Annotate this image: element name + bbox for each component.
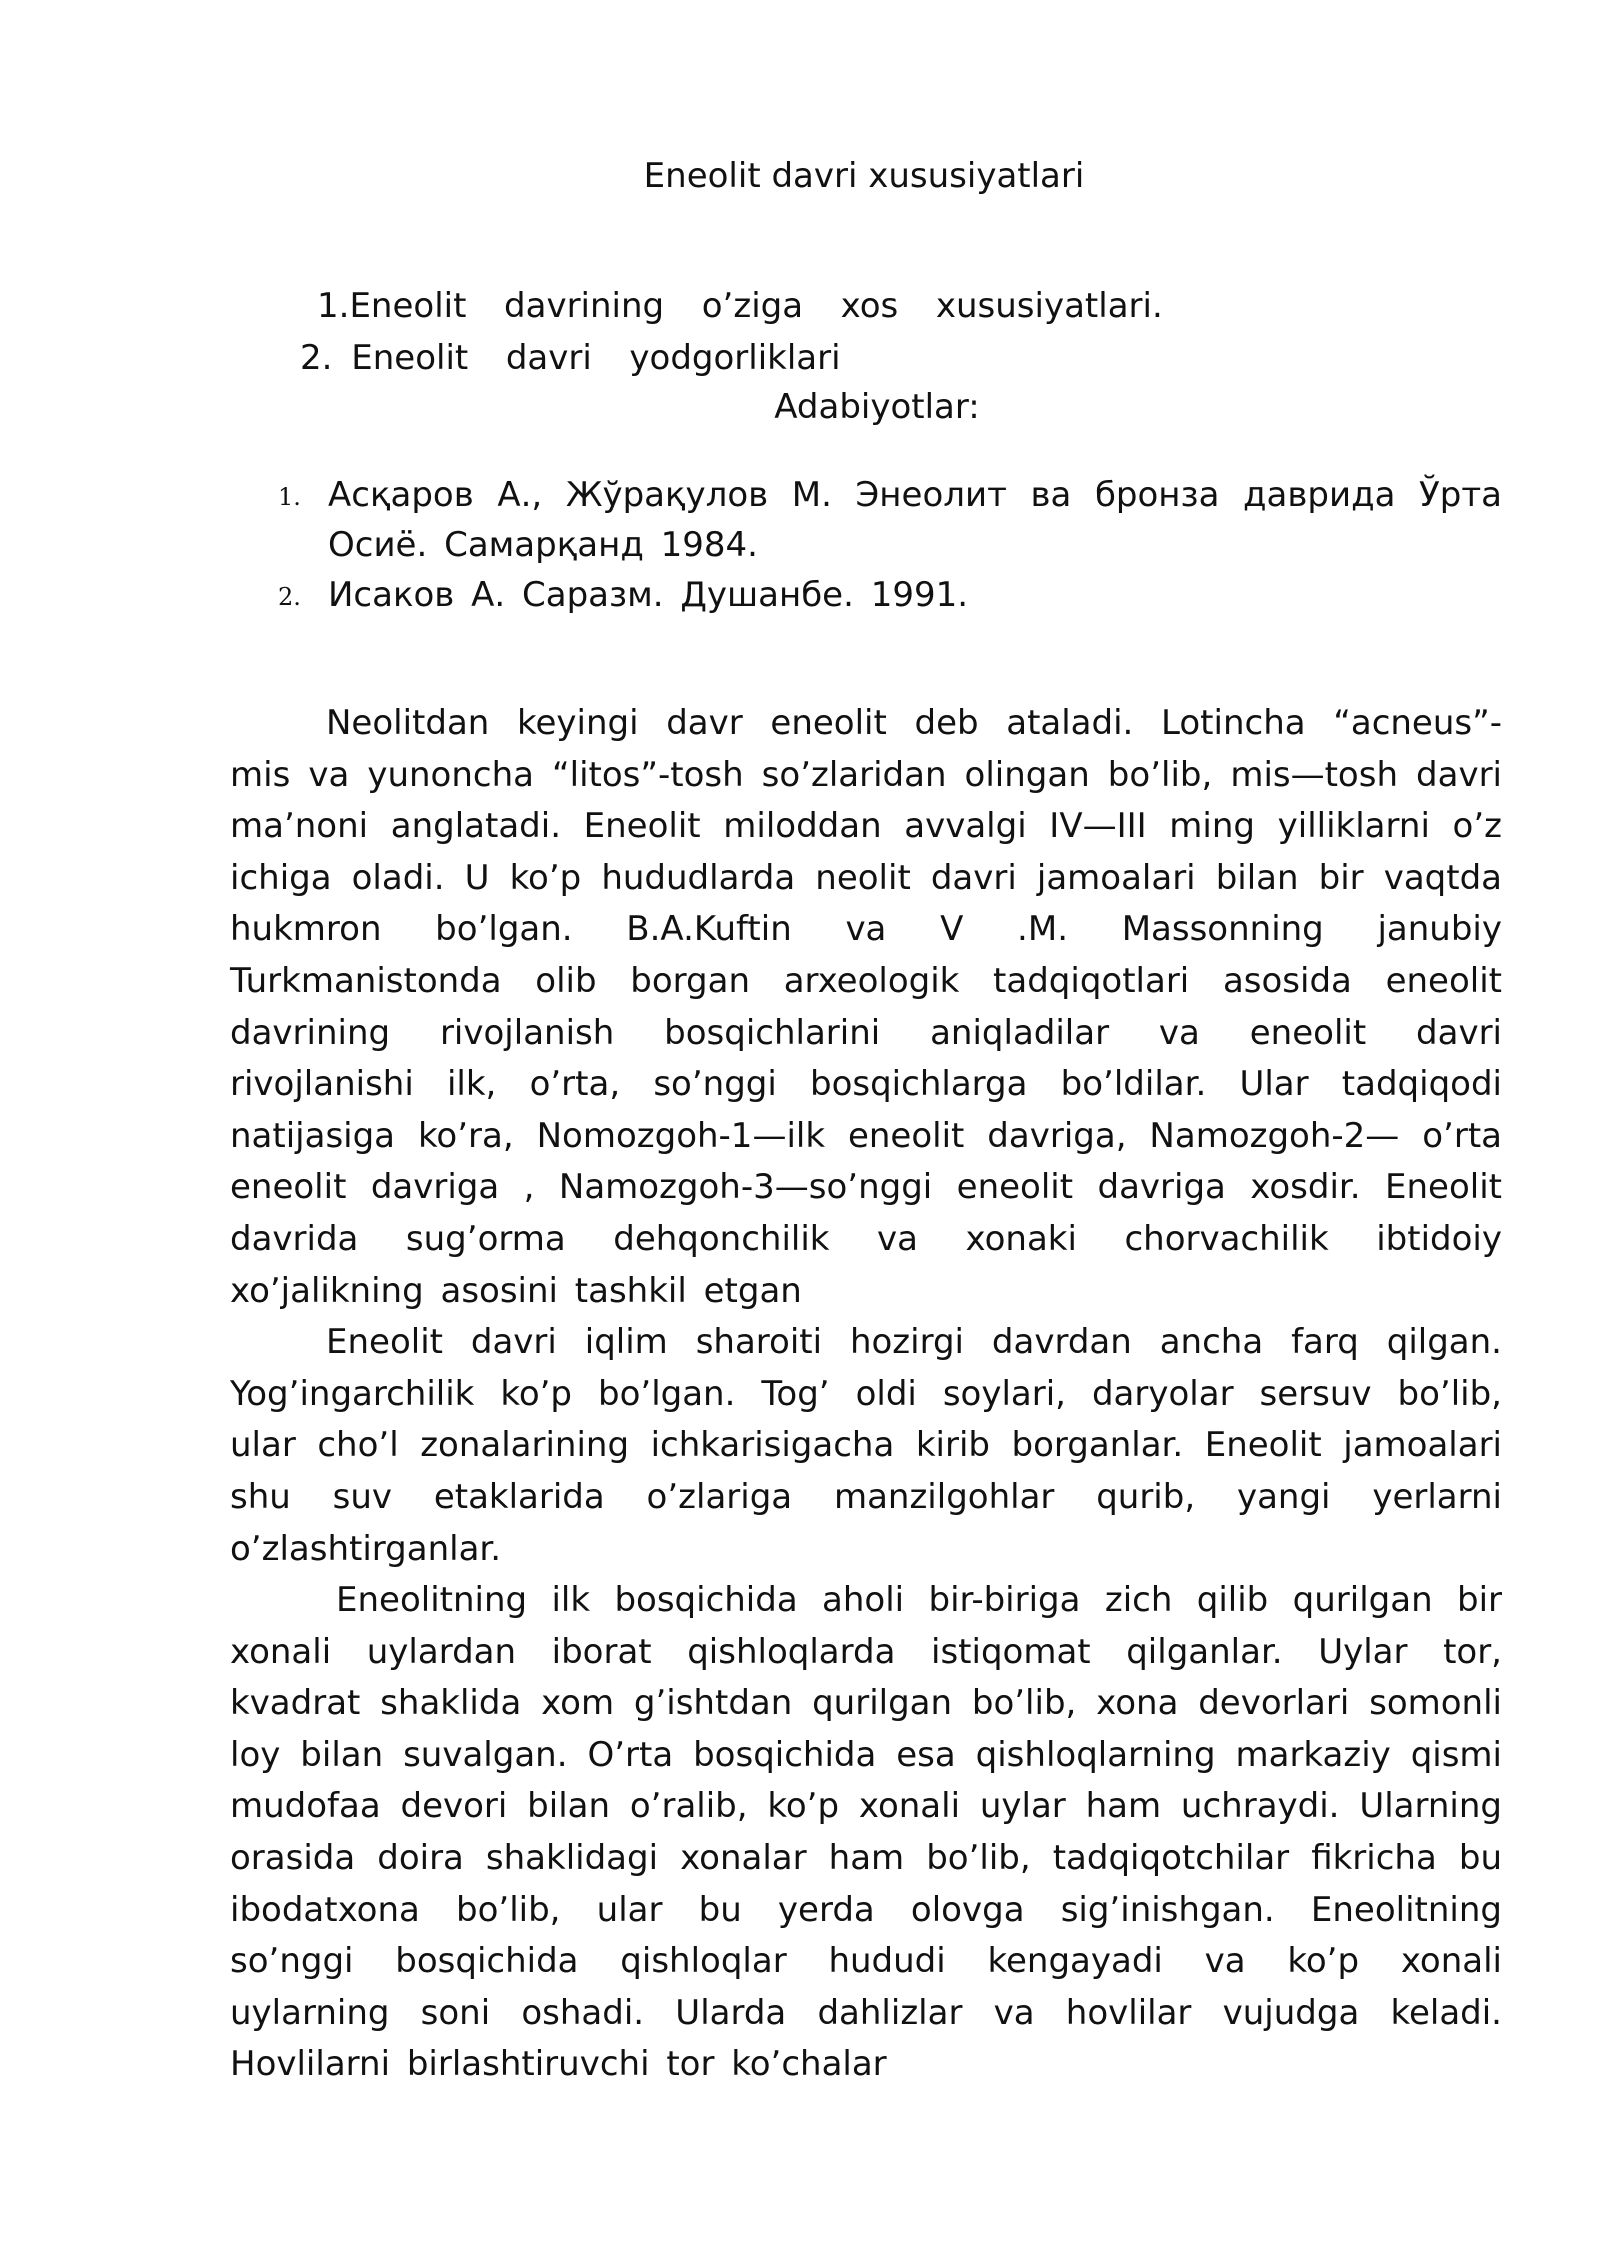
topic-item: 1.Eneolit davrining o’ziga xos xususiyatlari. (317, 286, 1163, 326)
reference-number: 1. (278, 483, 301, 511)
references-heading: Adabiyotlar: (774, 387, 980, 427)
body-text (230, 698, 1502, 2091)
reference-text: Исаков А. Саразм. Душанбе. 1991. (328, 575, 969, 615)
reference-item (278, 570, 1502, 620)
reference-item (278, 470, 1502, 570)
document-title: Eneolit davri xususiyatlari (643, 156, 1085, 196)
body-paragraph: Eneolitning ilk bosqichida aholi bir-biriga zich qilib qurilgan bir xonali uylardan iborat qishloqlarda istiqomat qilganlar. Uylar tor, kvadrat shaklida xom g’ishtdan qurilgan bo’lib, xona devorlari somonli loy bilan suvalgan. O’rta bosqichida esa qishloqlarning markaziy qismi mudofaa devori bilan o’ralib, ko’p xonali uylar ham uchraydi. Ularning orasida doira shaklidagi xonalar ham bo’lib, tadqiqotchilar fikricha bu ibodatxona bo’lib, ular bu yerda olovga sig’inishgan. Eneolitning so’nggi bosqichida qishloqlar hududi kengayadi va ko’p xonali uylarning soni oshadi. Ularda dahlizlar va hovlilar vujudga keladi. Hovlilarni birlashtiruvchi tor ko’chalar (230, 1580, 1502, 2085)
reference-number: 2. (278, 583, 301, 611)
topics-list (300, 280, 1163, 384)
reference-text: Асқаров А., Жўрақулов М. Энеолит ва бронза даврида Ўрта Осиё. Самарқанд 1984. (328, 475, 1502, 565)
body-paragraph: Eneolit davri iqlim sharoiti hozirgi davrdan ancha farq qilgan. Yog’ingarchilik ko’p bo’lgan. Tog’ oldi soylari, daryolar sersuv bo’lib, ular cho’l zonalarining ichkarisigacha kirib borganlar. Eneolit jamoalari shu suv etaklarida o’zlariga manzilgohlar qurib, yangi yerlarni o’zlashtirganlar. (230, 1322, 1502, 1569)
references-list (278, 470, 1502, 620)
body-paragraph: Neolitdan keyingi davr eneolit deb ataladi. Lotincha “acneus”- mis va yunoncha “litos”-tosh so’zlaridan olingan bo’lib, mis—tosh davri ma’noni anglatadi. Eneolit miloddan avvalgi IV—III ming yilliklarni o’z ichiga oladi. U ko’p hududlarda neolit davri jamoalari bilan bir vaqtda hukmron bo’lgan. B.A.Kuftin va V .M. Massonning janubiy Turkmanistonda olib borgan arxeologik tadqiqotlari asosida eneolit davrining rivojlanish bosqichlarini aniqladilar va eneolit davri rivojlanishi ilk, o’rta, so’nggi bosqichlarga bo’ldilar. Ular tadqiqodi natijasiga ko’ra, Nomozgoh-1—ilk eneolit davriga, Namozgoh-2— o’rta eneolit davriga , Namozgoh-3—so’nggi eneolit davriga xosdir. Eneolit davrida sug’orma dehqonchilik va xonaki chorvachilik ibtidoiy xo’jalikning asosini tashkil etgan (230, 703, 1502, 1311)
topic-item: 2. Eneolit davri yodgorliklari (300, 338, 841, 378)
